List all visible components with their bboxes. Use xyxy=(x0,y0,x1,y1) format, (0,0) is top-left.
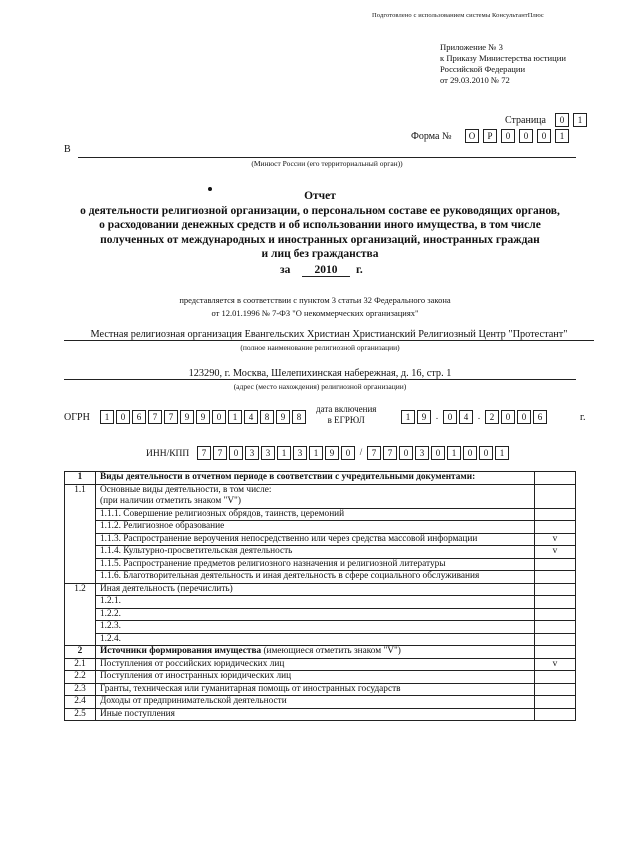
digit-box: 0 xyxy=(463,446,477,460)
row-text: Гранты, техническая или гуманитарная помощь от иностранных государств xyxy=(96,683,535,696)
row-text: 1.1.2. Религиозное образование xyxy=(96,521,535,534)
digit-box: 0 xyxy=(517,410,531,424)
row-text: Поступления от российских юридических лиц xyxy=(96,658,535,671)
digit-box: 1 xyxy=(447,446,461,460)
digit-box: 6 xyxy=(132,410,146,424)
title-line: Отчет xyxy=(304,190,336,202)
mark-cell[interactable] xyxy=(535,508,576,521)
recipient-line xyxy=(78,157,576,158)
recipient-caption: (Минюст России (его территориальный орган)) xyxy=(251,159,403,168)
year-prefix: за xyxy=(280,264,291,276)
mark-cell[interactable] xyxy=(535,708,576,721)
digit-box: 9 xyxy=(180,410,194,424)
mark-cell[interactable] xyxy=(535,484,576,508)
page-label: Страница xyxy=(505,115,546,126)
mark-cell[interactable] xyxy=(535,671,576,684)
char-box: 0 xyxy=(519,129,533,143)
table-row xyxy=(65,484,576,508)
row-text: Иная деятельность (перечислить) xyxy=(96,583,535,596)
char-box: О xyxy=(465,129,479,143)
row-text: 1.1.4. Культурно-просветительская деятельность xyxy=(96,546,535,559)
row-text-line: Основные виды деятельности, в том числе: xyxy=(100,484,272,495)
table-row xyxy=(65,533,576,546)
report-year: 2010 xyxy=(302,264,350,277)
digit-box: 9 xyxy=(325,446,339,460)
row-number: 1 xyxy=(65,472,96,485)
digit-box: 3 xyxy=(293,446,307,460)
digit-box: 7 xyxy=(197,446,211,460)
digit-box: 4 xyxy=(244,410,258,424)
row-number: 1.1 xyxy=(65,484,96,583)
digit-box: 1 xyxy=(309,446,323,460)
row-text: Поступления от иностранных юридических лиц xyxy=(96,671,535,684)
mark-cell[interactable] xyxy=(535,646,576,659)
digit-box: 0 xyxy=(555,113,569,127)
address-caption: (адрес (место нахождения) религиозной организации) xyxy=(233,382,407,391)
page-number-boxes xyxy=(556,113,587,127)
mark-cell[interactable]: v xyxy=(535,658,576,671)
title-line: и лиц без гражданства xyxy=(261,248,379,260)
title-line: полученных от международных и иностранных организаций, иностранных граждан xyxy=(100,233,540,246)
digit-box: 0 xyxy=(116,410,130,424)
ogrn-label: ОГРН xyxy=(64,412,90,423)
row-number: 2.2 xyxy=(65,671,96,684)
char-box: 0 xyxy=(537,129,551,143)
digit-box: 9 xyxy=(276,410,290,424)
mark-cell[interactable] xyxy=(535,683,576,696)
digit-box: 3 xyxy=(261,446,275,460)
table-row xyxy=(65,583,576,596)
mark-cell[interactable] xyxy=(535,696,576,709)
digit-box: 0 xyxy=(443,410,457,424)
row-text: 1.2.3. xyxy=(96,621,535,634)
table-row xyxy=(65,633,576,646)
organization-name-caption: (полное наименование религиозной организации) xyxy=(240,343,400,352)
row-text xyxy=(96,484,535,508)
mark-cell[interactable] xyxy=(535,621,576,634)
digit-box: 7 xyxy=(367,446,381,460)
appendix-line: от 29.03.2010 № 72 xyxy=(440,75,510,85)
form-label: Форма № xyxy=(411,131,452,142)
year-suffix: г. xyxy=(356,264,363,276)
table-row xyxy=(65,508,576,521)
row-text: 1.2.2. xyxy=(96,608,535,621)
appendix-line: Российской Федерации xyxy=(440,64,526,74)
digit-box: 9 xyxy=(196,410,210,424)
activities-table xyxy=(64,471,576,721)
row-text: 1.2.1. xyxy=(96,596,535,609)
table-row xyxy=(65,521,576,534)
date-label-line: в ЕГРЮЛ xyxy=(327,415,365,425)
row-text: 1.1.6. Благотворительная деятельность и иная деятельность в сфере социального обслуживания xyxy=(96,571,535,584)
table-row xyxy=(65,658,576,671)
char-box: 0 xyxy=(501,129,515,143)
digit-box: 7 xyxy=(383,446,397,460)
digit-box: 7 xyxy=(213,446,227,460)
appendix-note xyxy=(440,42,566,86)
prepared-note: Подготовлено с использованием системы КонсультантПлюс xyxy=(372,12,544,19)
digit-box: 0 xyxy=(431,446,445,460)
table-row xyxy=(65,608,576,621)
digit-box: 8 xyxy=(260,410,274,424)
row-text: 1.2.4. xyxy=(96,633,535,646)
digit-box: 9 xyxy=(417,410,431,424)
digit-box: 2 xyxy=(485,410,499,424)
separator: . xyxy=(435,411,439,421)
mark-cell[interactable] xyxy=(535,472,576,485)
digit-box: 7 xyxy=(164,410,178,424)
digit-box: 8 xyxy=(292,410,306,424)
mark-cell[interactable] xyxy=(535,596,576,609)
table-row xyxy=(65,472,576,485)
organization-address: 123290, г. Москва, Шелепихинская набережная, д. 16, стр. 1 xyxy=(64,368,576,380)
separator: / xyxy=(359,447,363,457)
mark-cell[interactable] xyxy=(535,608,576,621)
appendix-line: к Приказу Министерства юстиции xyxy=(440,53,566,63)
date-suffix: г. xyxy=(580,412,586,423)
registration-date-label xyxy=(316,404,376,426)
row-text: 1.1.1. Совершение религиозных обрядов, таинств, церемоний xyxy=(96,508,535,521)
digit-box: 7 xyxy=(148,410,162,424)
row-text: 1.1.5. Распространение предметов религиозного назначения и религиозной литературы xyxy=(96,558,535,571)
char-box: 1 xyxy=(555,129,569,143)
table-row xyxy=(65,708,576,721)
row-number: 2.4 xyxy=(65,696,96,709)
digit-box: 0 xyxy=(212,410,226,424)
organization-name: Местная религиозная организация Евангельских Христиан Христианский Религиозный Центр "Протестант" xyxy=(64,329,594,341)
mark-cell[interactable] xyxy=(535,633,576,646)
registration-date-boxes xyxy=(402,410,547,424)
row-number: 2.3 xyxy=(65,683,96,696)
mark-cell[interactable]: v xyxy=(535,533,576,546)
ogrn-boxes xyxy=(101,410,306,424)
basis-line: от 12.01.1996 № 7-ФЗ "О некоммерческих организациях" xyxy=(211,308,419,318)
form-number-boxes xyxy=(466,129,569,143)
mark-cell[interactable] xyxy=(535,558,576,571)
digit-box: 4 xyxy=(459,410,473,424)
section-title xyxy=(96,646,535,659)
row-number: 2.5 xyxy=(65,708,96,721)
digit-box: 1 xyxy=(277,446,291,460)
digit-box: 0 xyxy=(399,446,413,460)
row-text: Доходы от предпринимательской деятельности xyxy=(96,696,535,709)
inn-kpp-label: ИНН/КПП xyxy=(146,449,190,459)
inn-kpp-boxes xyxy=(198,446,509,460)
table-row xyxy=(65,683,576,696)
mark-cell[interactable] xyxy=(535,571,576,584)
table-row xyxy=(65,671,576,684)
separator: . xyxy=(477,411,481,421)
recipient-prefix: В xyxy=(64,144,71,155)
table-row xyxy=(65,646,576,659)
digit-box: 6 xyxy=(533,410,547,424)
report-title xyxy=(40,189,600,262)
mark-cell[interactable]: v xyxy=(535,546,576,559)
section-title-rest: (имеющиеся отметить знаком "V") xyxy=(261,646,401,656)
table-row xyxy=(65,558,576,571)
row-text: 1.1.3. Распространение вероучения непосредственно или через средства массовой информации xyxy=(96,533,535,546)
digit-box: 1 xyxy=(495,446,509,460)
mark-cell[interactable] xyxy=(535,521,576,534)
digit-box: 3 xyxy=(245,446,259,460)
table-row xyxy=(65,571,576,584)
digit-box: 0 xyxy=(479,446,493,460)
date-label-line: дата включения xyxy=(316,404,377,414)
digit-box: 1 xyxy=(100,410,114,424)
digit-box: 3 xyxy=(415,446,429,460)
table-row xyxy=(65,696,576,709)
digit-box: 1 xyxy=(401,410,415,424)
digit-box: 1 xyxy=(573,113,587,127)
basis-line: представляется в соответствии с пунктом 3 статьи 32 Федерального закона xyxy=(179,295,451,305)
title-line: о деятельности религиозной организации, о персональном составе ее руководящих органов, xyxy=(80,204,560,217)
section-title: Виды деятельности в отчетном периоде в соответствии с учредительными документами: xyxy=(96,472,535,485)
row-text-line: (при наличии отметить знаком "V") xyxy=(100,496,241,506)
char-box: Р xyxy=(483,129,497,143)
digit-box: 0 xyxy=(501,410,515,424)
digit-box: 0 xyxy=(229,446,243,460)
row-number: 2 xyxy=(65,646,96,659)
mark-cell[interactable] xyxy=(535,583,576,596)
title-line: о расходовании денежных средств и об использовании иного имущества, в том числе xyxy=(99,219,541,231)
section-title-bold: Источники формирования имущества xyxy=(100,646,262,656)
row-number: 1.2 xyxy=(65,583,96,646)
appendix-line: Приложение № 3 xyxy=(440,42,503,52)
digit-box: 1 xyxy=(228,410,242,424)
row-number: 2.1 xyxy=(65,658,96,671)
table-row xyxy=(65,621,576,634)
table-row xyxy=(65,546,576,559)
row-text: Иные поступления xyxy=(96,708,535,721)
table-row xyxy=(65,596,576,609)
digit-box: 0 xyxy=(341,446,355,460)
